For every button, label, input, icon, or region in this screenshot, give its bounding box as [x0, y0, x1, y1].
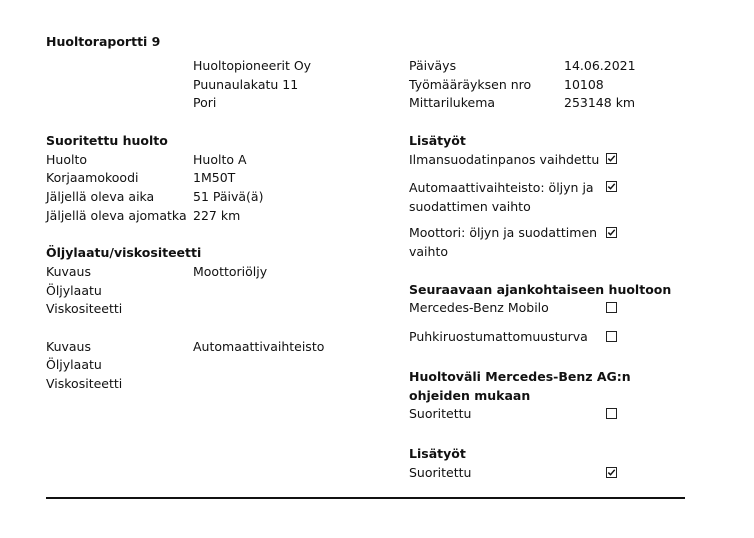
oil-heading: Öljylaatu/viskositeetti	[46, 245, 202, 260]
remaining-time-label: Jäljellä oleva aika	[46, 189, 155, 204]
extra-work-checkbox[interactable]	[606, 153, 617, 164]
service-label: Huolto	[46, 152, 87, 167]
interval-checkbox[interactable]	[606, 408, 617, 419]
oil-description-value: Moottoriöljy	[193, 264, 268, 279]
extra-work-checkbox[interactable]	[606, 227, 617, 238]
work-order-label: Työmääräyksen nro	[409, 77, 532, 92]
next-service-checkbox[interactable]	[606, 302, 617, 313]
remaining-time-value: 51 Päivä(ä)	[193, 189, 264, 204]
extra-work-item-label: Automaattivaihteisto: öljyn ja suodattimen vaihto	[409, 180, 594, 214]
extra-work-checkbox[interactable]	[606, 181, 617, 192]
next-service-item-label: Mercedes-Benz Mobilo	[409, 300, 549, 315]
extra-work-item-label: Moottori: öljyn ja suodattimen vaihto	[409, 225, 598, 259]
oil-quality-label: Öljylaatu	[46, 283, 102, 298]
date-value: 14.06.2021	[564, 58, 636, 73]
odometer-value: 253148 km	[564, 95, 636, 110]
company-street: Puunaulakatu 11	[193, 77, 299, 92]
checkmark-icon	[607, 154, 616, 163]
workshop-code-value: 1M50T	[193, 170, 236, 185]
extra-work2-item-label: Suoritettu	[409, 465, 472, 480]
service-heading: Suoritettu huolto	[46, 133, 168, 148]
oil-viscosity-label: Viskositeetti	[46, 376, 123, 391]
remaining-distance-value: 227 km	[193, 208, 241, 223]
interval-heading: Huoltoväli Mercedes-Benz AG:n ohjeiden mukaan	[409, 369, 631, 403]
company-city: Pori	[193, 95, 217, 110]
next-service-item-label: Puhkiruostumattomuusturva	[409, 329, 588, 344]
bottom-divider	[46, 497, 685, 499]
report-title: Huoltoraportti 9	[46, 34, 161, 49]
extra-work-heading: Lisätyöt	[409, 133, 466, 148]
extra-work2-heading: Lisätyöt	[409, 446, 466, 461]
extra-work2-checkbox[interactable]	[606, 467, 617, 478]
company-name: Huoltopioneerit Oy	[193, 58, 312, 73]
remaining-distance-label: Jäljellä oleva ajomatka	[46, 208, 187, 223]
checkmark-icon	[607, 228, 616, 237]
oil-description-label: Kuvaus	[46, 264, 91, 279]
oil-quality-label: Öljylaatu	[46, 357, 102, 372]
workshop-code-label: Korjaamokoodi	[46, 170, 139, 185]
next-service-heading: Seuraavaan ajankohtaiseen huoltoon	[409, 282, 672, 297]
odometer-label: Mittarilukema	[409, 95, 496, 110]
interval-item-label: Suoritettu	[409, 406, 472, 421]
service-value: Huolto A	[193, 152, 247, 167]
next-service-checkbox[interactable]	[606, 331, 617, 342]
oil-description-label: Kuvaus	[46, 339, 91, 354]
oil-viscosity-label: Viskositeetti	[46, 301, 123, 316]
checkmark-icon	[607, 468, 616, 477]
oil-description-value: Automaattivaihteisto	[193, 339, 325, 354]
extra-work-item-label: Ilmansuodatinpanos vaihdettu	[409, 152, 600, 167]
date-label: Päiväys	[409, 58, 457, 73]
work-order-value: 10108	[564, 77, 604, 92]
checkmark-icon	[607, 182, 616, 191]
